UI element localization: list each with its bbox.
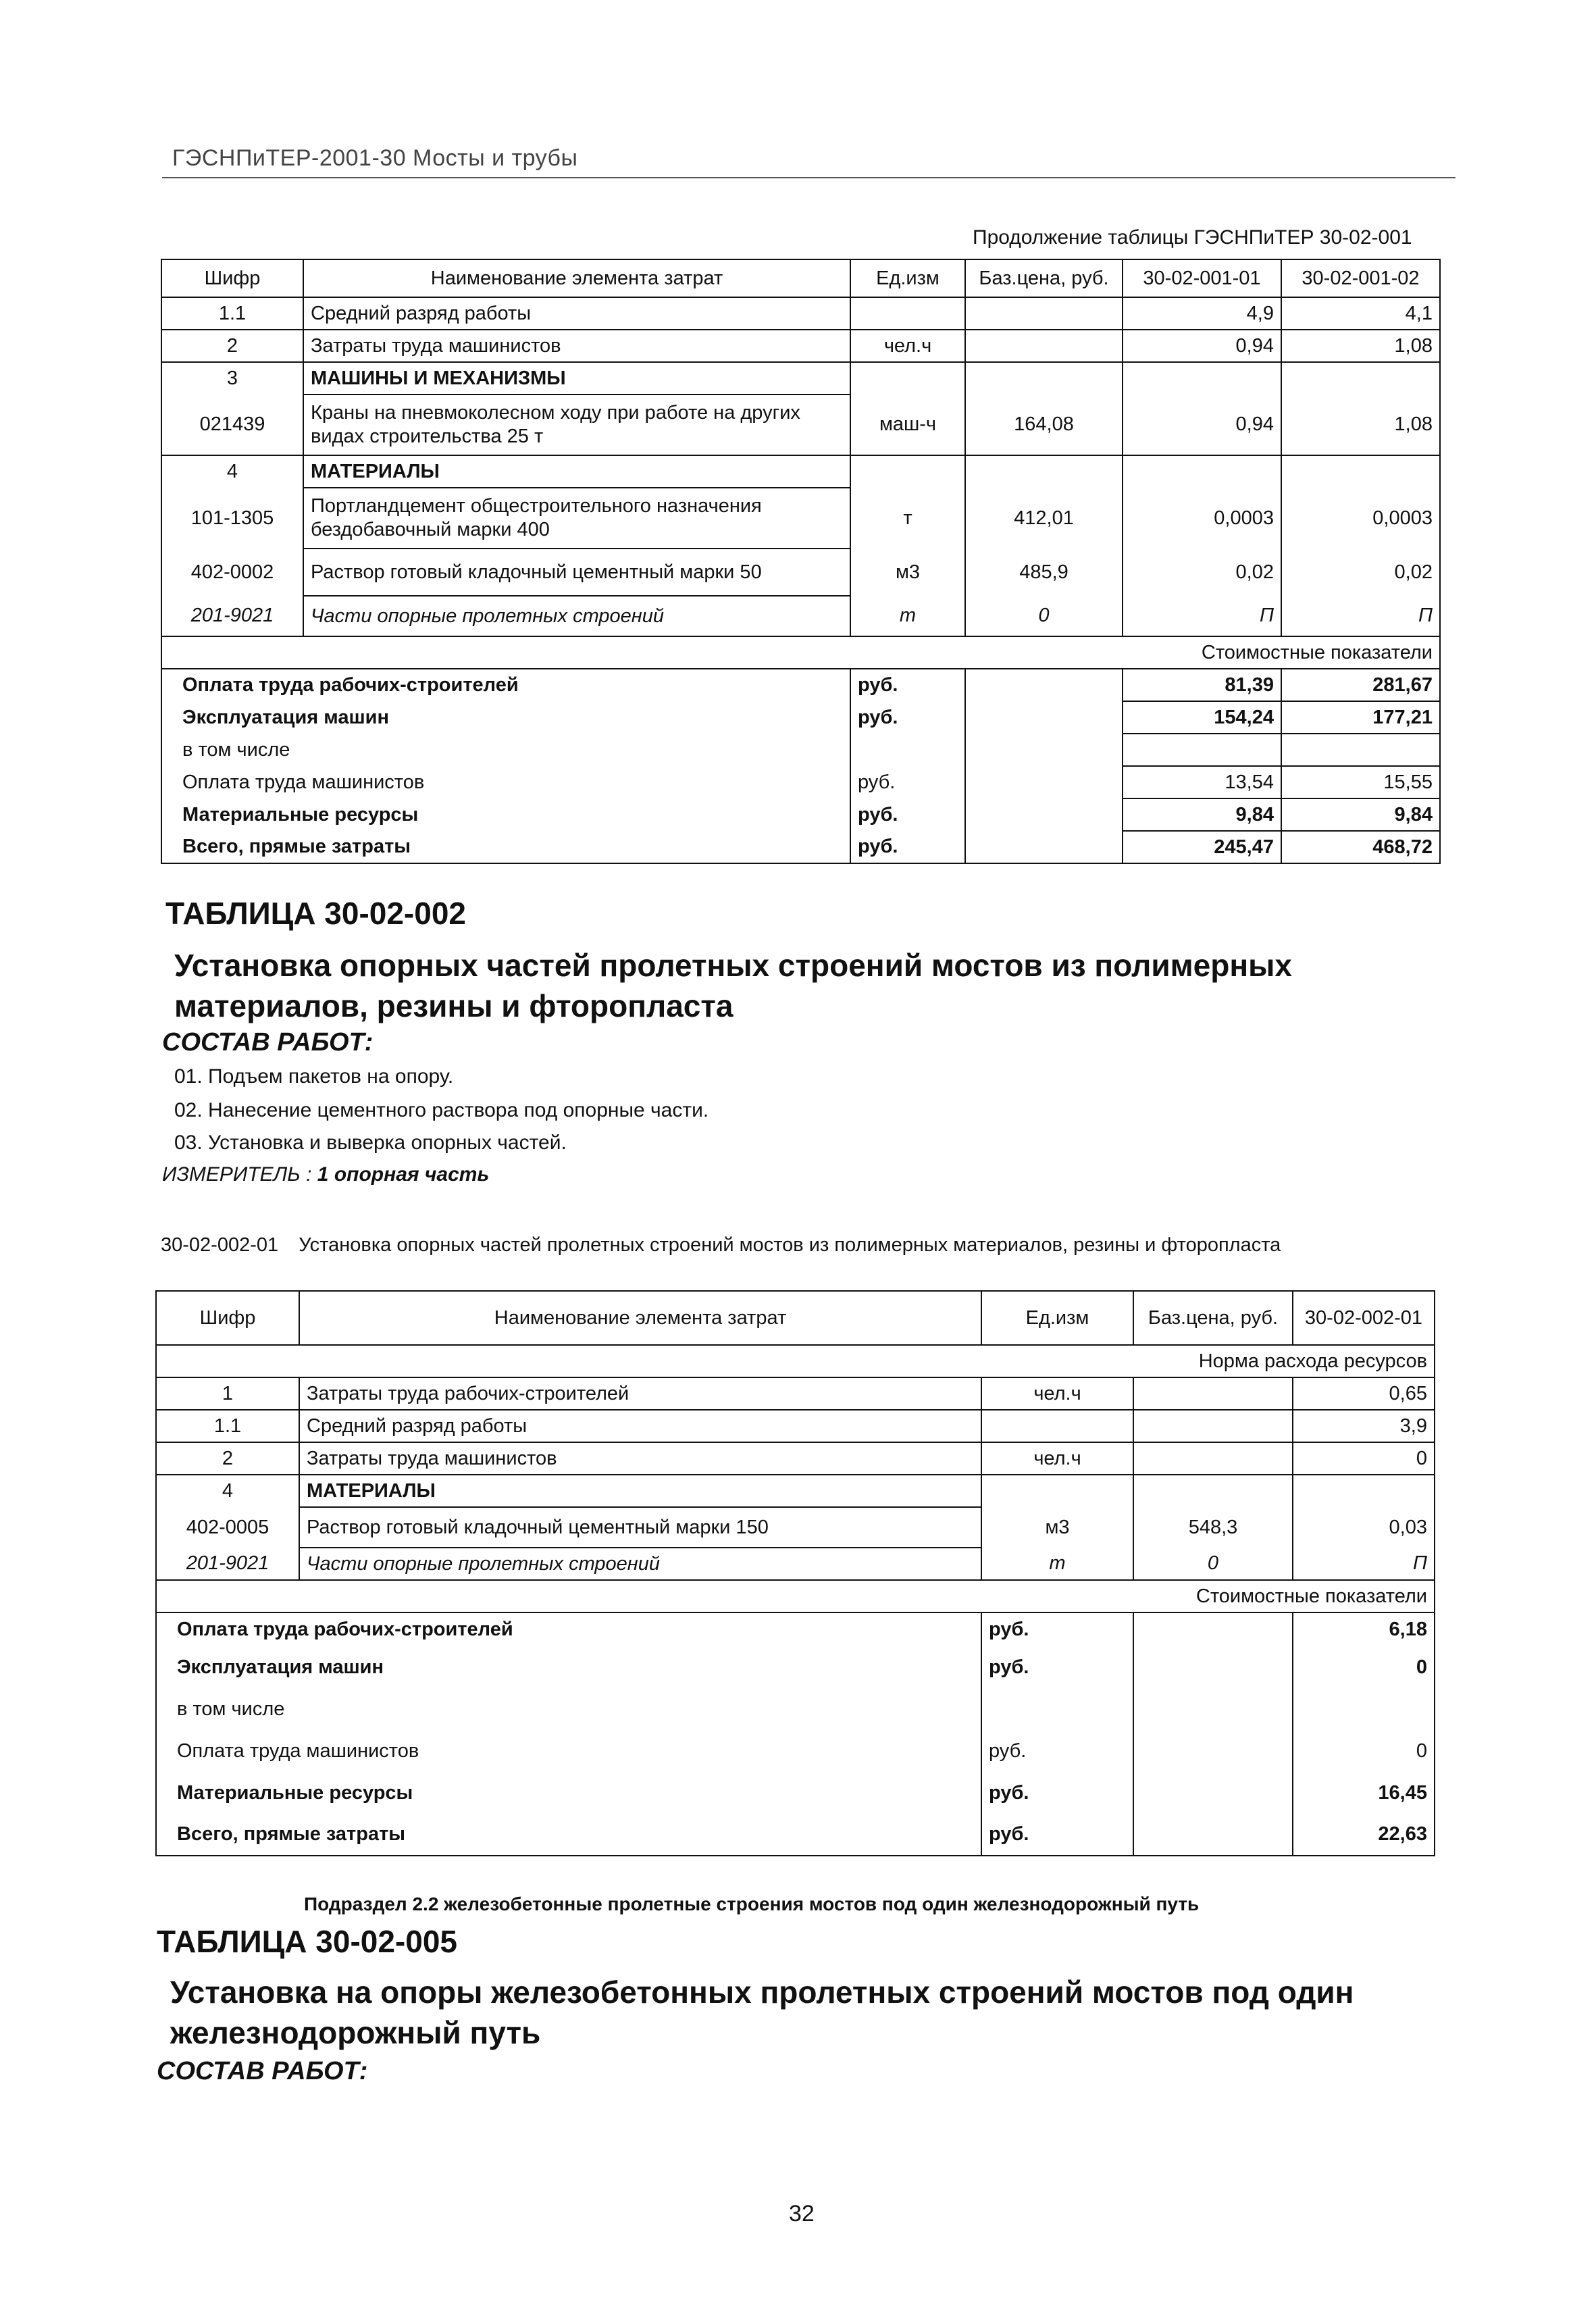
cost-row xyxy=(156,1814,1435,1856)
row-unit xyxy=(981,1410,1133,1442)
row-value-1: 0 xyxy=(1293,1442,1435,1475)
cost-price-empty xyxy=(965,766,1123,798)
cost-row xyxy=(156,1772,1435,1814)
row-unit xyxy=(850,297,965,330)
cost-price-empty xyxy=(1133,1646,1293,1688)
cost-value-2: 177,21 xyxy=(1281,701,1440,734)
row-value-1 xyxy=(1293,1475,1435,1507)
cost-name: Оплата труда машинистов xyxy=(156,1730,981,1772)
row-name: Части опорные пролетных строений xyxy=(303,596,850,636)
col-header-code: Шифр xyxy=(156,1291,299,1345)
cost-price-empty xyxy=(965,701,1123,734)
cost-value-2: 468,72 xyxy=(1281,831,1440,863)
cost-unit: руб. xyxy=(981,1814,1133,1856)
continuation-note: Продолжение таблицы ГЭСНПиТЕР 30-02-001 xyxy=(973,226,1412,249)
cost-unit xyxy=(981,1688,1133,1730)
row-unit: т xyxy=(981,1548,1133,1580)
row-code: 2 xyxy=(161,330,303,362)
row-value-1: П xyxy=(1123,596,1281,636)
measurer-value: 1 опорная часть xyxy=(317,1163,490,1186)
cost-header-row xyxy=(161,636,1440,669)
cost-price-empty xyxy=(965,734,1123,766)
table-row xyxy=(156,1548,1435,1580)
row-code: 201-9021 xyxy=(156,1548,299,1580)
row-name: Раствор готовый кладочный цементный марки 50 xyxy=(303,549,850,596)
row-price xyxy=(965,362,1123,395)
col-header-name: Наименование элемента затрат xyxy=(303,259,850,297)
row-name: Средний разряд работы xyxy=(299,1410,981,1442)
table-row xyxy=(156,1475,1435,1507)
cost-row xyxy=(161,669,1440,701)
row-code: 402-0002 xyxy=(161,549,303,596)
cost-name: Оплата труда рабочих-строителей xyxy=(156,1612,981,1646)
cost-price-empty xyxy=(1133,1730,1293,1772)
row-unit xyxy=(850,455,965,488)
cost-unit: руб. xyxy=(850,766,965,798)
row-unit: чел.ч xyxy=(850,330,965,362)
row-price xyxy=(965,330,1123,362)
cost-name: в том числе xyxy=(161,734,850,766)
cost-price-empty xyxy=(1133,1772,1293,1814)
cost-name: Всего, прямые затраты xyxy=(161,831,850,863)
row-unit xyxy=(981,1475,1133,1507)
cost-value-2 xyxy=(1281,734,1440,766)
row-name: Раствор готовый кладочный цементный марки 150 xyxy=(299,1507,981,1548)
row-price: 412,01 xyxy=(965,488,1123,549)
row-code: 201-9021 xyxy=(161,596,303,636)
cost-value-1: 81,39 xyxy=(1123,669,1281,701)
cost-price-empty xyxy=(1133,1688,1293,1730)
row-code: 1.1 xyxy=(156,1410,299,1442)
table-row xyxy=(156,1410,1435,1442)
row-value-1: 0,94 xyxy=(1123,330,1281,362)
row-unit: м3 xyxy=(981,1507,1133,1548)
table-row xyxy=(161,395,1440,455)
norm-code-line xyxy=(161,1234,1281,1256)
page-number: 32 xyxy=(789,2201,815,2227)
cost-unit xyxy=(850,734,965,766)
cost-row xyxy=(156,1646,1435,1688)
cost-unit: руб. xyxy=(850,798,965,831)
row-name: Затраты труда рабочих-строителей xyxy=(299,1377,981,1410)
cost-row xyxy=(161,831,1440,863)
cost-unit: руб. xyxy=(850,831,965,863)
work-step-1: 01. Подъем пакетов на опору. xyxy=(174,1065,454,1088)
row-price xyxy=(1133,1377,1293,1410)
row-unit xyxy=(850,362,965,395)
row-code: 4 xyxy=(156,1475,299,1507)
norm-description: Установка опорных частей пролетных строений мостов из полимерных материалов, резины и фторопласта xyxy=(299,1234,1281,1256)
cost-name: Оплата труда рабочих-строителей xyxy=(161,669,850,701)
cost-price-empty xyxy=(1133,1814,1293,1856)
cost-name: Эксплуатация машин xyxy=(156,1646,981,1688)
cost-value-2: 281,67 xyxy=(1281,669,1440,701)
col-header-unit: Ед.изм xyxy=(850,259,965,297)
cost-value-1: 0 xyxy=(1293,1646,1435,1688)
cost-value-1: 0 xyxy=(1293,1730,1435,1772)
row-value-1: 3,9 xyxy=(1293,1410,1435,1442)
col-header-norm-1: 30-02-001-01 xyxy=(1123,259,1281,297)
row-value-2: 1,08 xyxy=(1281,395,1440,455)
cost-name: Материальные ресурсы xyxy=(156,1772,981,1814)
cost-unit: руб. xyxy=(981,1730,1133,1772)
cost-price-empty xyxy=(965,831,1123,863)
row-value-1: 0,02 xyxy=(1123,549,1281,596)
cost-value-1: 22,63 xyxy=(1293,1814,1435,1856)
row-price: 0 xyxy=(1133,1548,1293,1580)
cost-name: Всего, прямые затраты xyxy=(156,1814,981,1856)
row-name: МАТЕРИАЛЫ xyxy=(303,455,850,488)
cost-name: Оплата труда машинистов xyxy=(161,766,850,798)
row-unit: маш-ч xyxy=(850,395,965,455)
row-value-2: 0,02 xyxy=(1281,549,1440,596)
row-value-1: 0,03 xyxy=(1293,1507,1435,1548)
row-unit: м3 xyxy=(850,549,965,596)
row-code: 2 xyxy=(156,1442,299,1475)
cost-value-1 xyxy=(1123,734,1281,766)
table-title-30-02-002: ТАБЛИЦА 30-02-002 xyxy=(165,896,466,931)
running-header: ГЭСНПиТЕР-2001-30 Мосты и трубы xyxy=(172,145,578,171)
row-price xyxy=(1133,1410,1293,1442)
row-name: Портландцемент общестроительного назначения бездобавочный марки 400 xyxy=(303,488,850,549)
resource-table-30-02-001 xyxy=(161,259,1441,864)
row-price: 164,08 xyxy=(965,395,1123,455)
cost-unit: руб. xyxy=(981,1612,1133,1646)
cost-row xyxy=(161,798,1440,831)
row-unit: т xyxy=(850,488,965,549)
resource-table-30-02-002 xyxy=(155,1290,1435,1856)
row-code: 1 xyxy=(156,1377,299,1410)
cost-row xyxy=(156,1688,1435,1730)
table-header-row xyxy=(156,1291,1435,1345)
row-name: Краны на пневмоколесном ходу при работе на других видах строительства 25 т xyxy=(303,395,850,455)
row-price xyxy=(1133,1442,1293,1475)
col-header-price: Баз.цена, руб. xyxy=(965,259,1123,297)
table-row xyxy=(161,596,1440,636)
table-title-30-02-005: ТАБЛИЦА 30-02-005 xyxy=(157,1924,457,1959)
cost-value-1: 16,45 xyxy=(1293,1772,1435,1814)
row-unit: т xyxy=(850,596,965,636)
col-header-norm-1: 30-02-002-01 xyxy=(1293,1291,1435,1345)
row-code: 101-1305 xyxy=(161,488,303,549)
row-value-2: 4,1 xyxy=(1281,297,1440,330)
table-row xyxy=(156,1442,1435,1475)
row-price xyxy=(965,455,1123,488)
row-name: Затраты труда машинистов xyxy=(299,1442,981,1475)
row-unit: чел.ч xyxy=(981,1377,1133,1410)
row-value-1 xyxy=(1123,362,1281,395)
table-row xyxy=(161,455,1440,488)
header-rule xyxy=(162,177,1456,178)
cost-value-1: 13,54 xyxy=(1123,766,1281,798)
norm-code: 30-02-002-01 xyxy=(161,1234,279,1256)
row-value-2: П xyxy=(1281,596,1440,636)
measurer-line xyxy=(162,1163,489,1186)
cost-value-1 xyxy=(1293,1688,1435,1730)
table-row xyxy=(161,488,1440,549)
cost-value-2: 9,84 xyxy=(1281,798,1440,831)
table-row xyxy=(161,330,1440,362)
table-row xyxy=(156,1377,1435,1410)
cost-unit: руб. xyxy=(981,1772,1133,1814)
table-header-row xyxy=(161,259,1440,297)
cost-header: Стоимостные показатели xyxy=(156,1580,1435,1612)
row-value-1: 0,0003 xyxy=(1123,488,1281,549)
cost-row xyxy=(156,1730,1435,1772)
table-row xyxy=(161,362,1440,395)
row-value-1: 4,9 xyxy=(1123,297,1281,330)
cost-value-1: 154,24 xyxy=(1123,701,1281,734)
cost-unit: руб. xyxy=(981,1646,1133,1688)
work-step-2: 02. Нанесение цементного раствора под опорные части. xyxy=(174,1099,709,1121)
row-value-2 xyxy=(1281,455,1440,488)
row-code: 402-0005 xyxy=(156,1507,299,1548)
cost-row xyxy=(161,766,1440,798)
cost-header: Стоимостные показатели xyxy=(161,636,1440,669)
cost-row xyxy=(161,701,1440,734)
cost-header-row xyxy=(156,1580,1435,1612)
cost-name: Материальные ресурсы xyxy=(161,798,850,831)
cost-name: Эксплуатация машин xyxy=(161,701,850,734)
sostav-rabot-label-2: СОСТАВ РАБОТ: xyxy=(157,2057,368,2085)
cost-value-1: 6,18 xyxy=(1293,1612,1435,1646)
cost-name: в том числе xyxy=(156,1688,981,1730)
row-value-2: 0,0003 xyxy=(1281,488,1440,549)
row-name: МАТЕРИАЛЫ xyxy=(299,1475,981,1507)
row-code: 4 xyxy=(161,455,303,488)
cost-price-empty xyxy=(965,798,1123,831)
cost-row xyxy=(161,734,1440,766)
row-value-1 xyxy=(1123,455,1281,488)
cost-price-empty xyxy=(965,669,1123,701)
table-row xyxy=(156,1507,1435,1548)
row-name: Средний разряд работы xyxy=(303,297,850,330)
row-name: МАШИНЫ И МЕХАНИЗМЫ xyxy=(303,362,850,395)
table-subtitle-30-02-005: Установка на опоры железобетонных пролетных строений мостов под один железнодорожный путь xyxy=(170,1975,1354,2050)
col-header-price: Баз.цена, руб. xyxy=(1133,1291,1293,1345)
row-name: Затраты труда машинистов xyxy=(303,330,850,362)
cost-value-2: 15,55 xyxy=(1281,766,1440,798)
cost-unit: руб. xyxy=(850,669,965,701)
col-header-unit: Ед.изм xyxy=(981,1291,1133,1345)
norm-header-row xyxy=(156,1345,1435,1377)
row-value-2: 1,08 xyxy=(1281,330,1440,362)
sostav-rabot-label: СОСТАВ РАБОТ: xyxy=(162,1028,374,1057)
row-value-1: 0,65 xyxy=(1293,1377,1435,1410)
row-price xyxy=(1133,1475,1293,1507)
work-step-3: 03. Установка и выверка опорных частей. xyxy=(174,1132,567,1154)
table-row xyxy=(161,549,1440,596)
row-price: 485,9 xyxy=(965,549,1123,596)
row-code: 1.1 xyxy=(161,297,303,330)
cost-unit: руб. xyxy=(850,701,965,734)
row-price: 548,3 xyxy=(1133,1507,1293,1548)
table-row xyxy=(161,297,1440,330)
cost-value-1: 9,84 xyxy=(1123,798,1281,831)
row-unit: чел.ч xyxy=(981,1442,1133,1475)
norm-header: Норма расхода ресурсов xyxy=(156,1345,1435,1377)
row-price xyxy=(965,297,1123,330)
table-subtitle-30-02-002: Установка опорных частей пролетных строений мостов из полимерных материалов, резины и фторопласта xyxy=(174,948,1293,1023)
subsection-heading: Подраздел 2.2 железобетонные пролетные строения мостов под один железнодорожный путь xyxy=(304,1893,1200,1914)
row-price: 0 xyxy=(965,596,1123,636)
cost-row xyxy=(156,1612,1435,1646)
cost-price-empty xyxy=(1133,1612,1293,1646)
row-name: Части опорные пролетных строений xyxy=(299,1548,981,1580)
row-value-1: 0,94 xyxy=(1123,395,1281,455)
col-header-norm-2: 30-02-001-02 xyxy=(1281,259,1440,297)
col-header-code: Шифр xyxy=(161,259,303,297)
row-code: 021439 xyxy=(161,395,303,455)
measurer-label: ИЗМЕРИТЕЛЬ : xyxy=(162,1163,312,1186)
cost-value-1: 245,47 xyxy=(1123,831,1281,863)
col-header-name: Наименование элемента затрат xyxy=(299,1291,981,1345)
row-code: 3 xyxy=(161,362,303,395)
row-value-1: П xyxy=(1293,1548,1435,1580)
row-value-2 xyxy=(1281,362,1440,395)
